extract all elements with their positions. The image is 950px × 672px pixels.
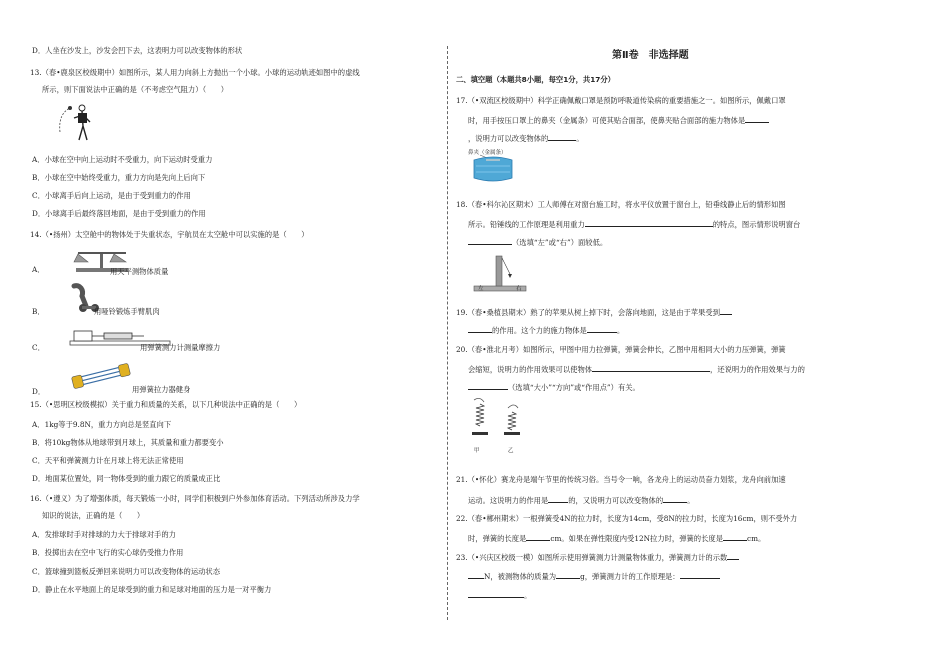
q14-option-b-text: 用哑铃锻炼手臂肌肉 <box>94 307 160 316</box>
q17-blank-1[interactable] <box>745 113 769 123</box>
q14-option-b-label: B． <box>32 307 45 316</box>
section-title: 第Ⅱ卷 非选择题 <box>612 50 689 61</box>
q21-blank-1[interactable] <box>548 493 568 503</box>
label-yi: 乙 <box>508 448 514 454</box>
q13-option-b: B．小球在空中始终受重力，重力方向是先向上后向下 <box>32 173 206 182</box>
q21-blank-2[interactable] <box>663 493 687 503</box>
q20-stem-line3: （选填“大小”“方向”或“作用点”）有关。 <box>468 380 640 393</box>
q22-stem-line1: 22.（春•郴州期末）一根弹簧受4N的拉力时，长度为14cm，受8N的拉力时，长度为16cm，则不受外力 <box>456 514 798 523</box>
q17-stem-line3: ，说明力可以改变物体的 。 <box>468 131 584 144</box>
q16-option-c: C．篮球撞到篮板反弹回来说明力可以改变物体的运动状态 <box>32 567 221 576</box>
chest-expander-icon <box>70 362 132 390</box>
face-mask-figure <box>470 152 516 184</box>
q14-option-a-label: A． <box>32 265 45 274</box>
q14-option-c-label: C． <box>32 343 45 352</box>
q18-stem-line1: 18.（春•科尔沁区期末）工人师傅在对窗台施工时，将水平仪放置于窗台上，铅垂线静止后的情形如图 <box>456 200 786 209</box>
q15-option-d: D．地面某位置处，同一物体受到的重力跟它的质量成正比 <box>32 474 221 483</box>
q19-blank-1-cont[interactable] <box>468 323 492 333</box>
q16-option-a: A．发排球时手对排球的力大于排球对手的力 <box>32 530 176 539</box>
q19-stem-line1: 19.（春•桑植县期末）熟了的苹果从树上掉下时，会落向地面，这是由于苹果受到 <box>456 305 732 318</box>
q15-option-b: B．将10kg物体从地球带到月球上，其质量和重力都要变小 <box>32 438 224 447</box>
fill-in-header: 二、填空题（本题共8小题，每空1分，共17分） <box>456 75 615 84</box>
q18-stem-line3: （选填“左”或“右”）面较低。 <box>468 235 607 248</box>
q13-option-d: D．小球离手后最终落回地面，是由于受到重力的作用 <box>32 209 206 218</box>
q23-stem-line2: N，被测物体的质量为 g，弹簧测力计的工作原理是： <box>468 569 720 582</box>
q21-stem-line2: 运动。这说明力的作用是 的，又说明力可以改变物体的 。 <box>468 493 694 506</box>
q16-option-b: B．投掷出去在空中飞行的实心球仍受推力作用 <box>32 548 184 557</box>
q14-option-a-text: 用天平测物体质量 <box>110 267 169 276</box>
q20-stem-line1: 20.（春•淮北月考）如图所示，甲图中用力拉弹簧，弹簧会伸长，乙图中用相同大小的力压弹簧，弹簧 <box>456 345 786 354</box>
q19-blank-1[interactable] <box>720 305 732 315</box>
q20-blank-2[interactable] <box>468 380 508 390</box>
q16-stem-line1: 16.（•遵义）为了增强体质，每天锻炼一小时，同学们积极到户外参加体育活动。下列活动所涉及力学 <box>30 494 360 503</box>
q19-stem-line2: 的作用。这个力的施力物体是 。 <box>468 323 624 336</box>
q13-option-c: C．小球离手后向上运动，是由于受到重力的作用 <box>32 191 191 200</box>
q14-option-c-text: 用弹簧测力计测量摩擦力 <box>140 343 221 352</box>
q14-stem: 14.（•扬州）太空舱中的物体处于失重状态，宇航员在太空舱中可以实施的是（ ） <box>30 230 309 239</box>
q13-stem-line1: 13.（春•鹿泉区校级期中）如图所示，某人用力向斜上方抛出一个小球。小球的运动轨迹如图中的虚线 <box>30 68 360 77</box>
q14-option-d-label: D． <box>32 387 46 396</box>
q23-blank-1-cont[interactable] <box>468 569 484 579</box>
label-jia: 甲 <box>474 448 480 454</box>
q23-blank-2[interactable] <box>556 569 580 579</box>
q17-stem-line2: 时，用手按压口罩上的鼻夹（金属条）可使其贴合面部，使鼻夹贴合面部的施力物体是 <box>468 113 769 126</box>
q13-option-a: A．小球在空中向上运动时不受重力，向下运动时受重力 <box>32 155 213 164</box>
q23-blank-3[interactable] <box>680 569 720 579</box>
q18-blank-1[interactable] <box>585 217 713 227</box>
q18-blank-2[interactable] <box>468 235 512 245</box>
nose-clip-label: 鼻夹（金属条） <box>468 150 507 156</box>
q12-option-d: D．人坐在沙发上，沙发会凹下去，这表明力可以改变物体的形状 <box>32 46 243 55</box>
q22-stem-line2: 时，弹簧的长度是 cm。如果在弹性限度内受12N拉力时，弹簧的长度是 cm。 <box>468 531 765 544</box>
q21-stem-line1: 21.（•怀化）赛龙舟是端午节里的传统习俗。当号令一响，各龙舟上的运动员奋力划浆，龙舟向前加速 <box>456 475 786 484</box>
q17-stem-line1: 17.（•双流区校级期中）科学正确佩戴口罩是预防呼吸道传染病的重要措施之一。如图所示，佩戴口罩 <box>456 96 786 105</box>
q19-blank-2[interactable] <box>587 323 617 333</box>
ball-throw-figure <box>52 100 122 148</box>
spring-figure <box>468 396 532 448</box>
q23-stem-line1: 23.（•兴庆区校级一模）如图所示使用弹簧测力计测量物体重力，弹簧测力计的示数 <box>456 550 739 563</box>
q22-blank-2[interactable] <box>723 531 747 541</box>
q20-stem-line2: 会缩短，说明力的作用效果可以使物体 ，还说明力的作用效果与力的 <box>468 362 805 375</box>
q23-stem-line3: 。 <box>468 588 531 601</box>
q15-option-a: A．1kg等于9.8N，重力方向总是竖直向下 <box>32 420 172 429</box>
q13-stem-line2: 所示，则下面说法中正确的是（不考虑空气阻力）（ ） <box>42 85 229 94</box>
q18-stem-line2: 所示。铅锤线的工作原理是利用重力 的特点，图示情形说明窗台 <box>468 217 800 230</box>
q20-blank-1[interactable] <box>592 362 710 372</box>
q16-stem-line2: 知识的说法，正确的是（ ） <box>42 511 145 520</box>
label-right: 右 <box>516 286 522 292</box>
q22-blank-1[interactable] <box>526 531 550 541</box>
q23-blank-3-cont[interactable] <box>468 588 524 598</box>
q15-stem: 15.（•思明区校级模拟）关于重力和质量的关系，以下几种说法中正确的是（ ） <box>30 400 302 409</box>
q14-option-d-text: 用弹簧拉力器健身 <box>132 385 191 394</box>
q15-option-c: C．天平和弹簧测力计在月球上将无法正常使用 <box>32 456 184 465</box>
q16-option-d: D．静止在水平地面上的足球受到的重力和足球对地面的压力是一对平衡力 <box>32 585 272 594</box>
column-divider <box>447 46 448 620</box>
q23-blank-1[interactable] <box>727 550 739 560</box>
q17-blank-2[interactable] <box>548 131 576 141</box>
label-left: 左 <box>478 286 484 292</box>
